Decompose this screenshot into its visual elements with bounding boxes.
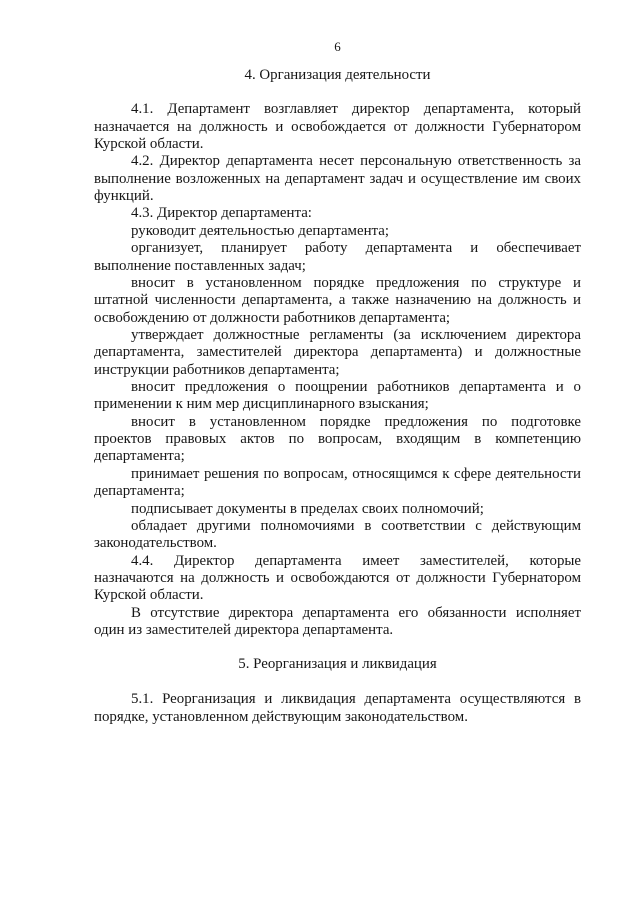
section-4-heading: 4. Организация деятельности bbox=[244, 67, 431, 83]
text-line: выполнение поставленных задач; bbox=[94, 257, 306, 274]
text-line: руководит деятельностью департамента; bbox=[131, 222, 389, 239]
text-line: утверждает должностные регламенты (за исключением директора bbox=[131, 326, 581, 343]
page-number: 6 bbox=[334, 39, 341, 54]
text-line: 4.4. Директор департамента имеет заместителей, которые bbox=[131, 552, 581, 569]
section-4-body bbox=[94, 101, 581, 639]
text-line: вносит в установленном порядке предложения по подготовке bbox=[131, 413, 581, 430]
text-line: департамента; bbox=[94, 448, 185, 465]
text-line: подписывает документы в пределах своих полномочий; bbox=[131, 500, 484, 517]
paragraph-absence bbox=[94, 605, 581, 640]
paragraph-4-3 bbox=[94, 205, 581, 222]
text-line: вносит в установленном порядке предложения по структуре и bbox=[131, 274, 581, 291]
text-line: департамента; bbox=[94, 483, 185, 500]
text-line: один из заместителей директора департамента. bbox=[94, 622, 394, 639]
text-line: проектов правовых актов по вопросам, входящим в компетенцию bbox=[94, 431, 581, 448]
list-item-decisions bbox=[94, 466, 581, 501]
text-line: 4.2. Директор департамента несет персональную ответственность за bbox=[131, 153, 581, 170]
list-item-structure-proposals bbox=[94, 275, 581, 327]
text-line: назначаются на должность и освобождаются от должности Губернатором bbox=[94, 570, 581, 586]
text-line: Курской области. bbox=[94, 587, 204, 604]
text-line: назначается на должность и освобождается от должности Губернатором bbox=[94, 118, 581, 135]
text-line: 4.3. Директор департамента: bbox=[131, 205, 312, 222]
paragraph-5-1 bbox=[94, 691, 581, 726]
list-item-legal-acts bbox=[94, 414, 581, 466]
text-line: вносит предложения о поощрении работников департамента и о bbox=[131, 379, 581, 396]
text-line: В отсутствие директора департамента его обязанности исполняет bbox=[131, 604, 581, 621]
text-line: применении к ним мер дисциплинарного взыскания; bbox=[94, 396, 429, 413]
list-item-manages bbox=[94, 223, 581, 240]
paragraph-4-2 bbox=[94, 153, 581, 205]
text-line: выполнение возложенных на департамент задач и осуществление им своих bbox=[94, 170, 581, 187]
paragraph-4-1 bbox=[94, 101, 581, 153]
text-line: департамента, заместителей директора департамента) и должностные bbox=[94, 344, 581, 361]
text-line: организует, планирует работу департамента и обеспечивает bbox=[131, 240, 581, 257]
text-line: штатной численности департамента, а также назначению на должность и bbox=[94, 292, 581, 309]
text-line: функций. bbox=[94, 188, 154, 205]
paragraph-4-4 bbox=[94, 553, 581, 605]
text-line: порядке, установленном действующим законодательством. bbox=[94, 708, 468, 725]
list-item-other-powers bbox=[94, 518, 581, 553]
text-line: принимает решения по вопросам, относящимся к сфере деятельности bbox=[131, 465, 581, 482]
text-line: Курской области. bbox=[94, 136, 204, 153]
list-item-signs-documents bbox=[94, 501, 581, 518]
text-line: освобождению от должности работников департамента; bbox=[94, 309, 451, 326]
text-line: законодательством. bbox=[94, 535, 217, 552]
list-item-approves-regulations bbox=[94, 327, 581, 379]
text-line: обладает другими полномочиями в соответствии с действующим bbox=[131, 517, 581, 534]
section-5-body bbox=[94, 691, 581, 726]
list-item-incentives bbox=[94, 379, 581, 414]
section-5-heading: 5. Реорганизация и ликвидация bbox=[238, 656, 437, 673]
list-item-organizes bbox=[94, 240, 581, 275]
text-line: инструкции работников департамента; bbox=[94, 361, 340, 378]
text-line: 5.1. Реорганизация и ликвидация департамента осуществляются в bbox=[131, 691, 581, 708]
text-line: 4.1. Департамент возглавляет директор департамента, который bbox=[131, 101, 581, 118]
